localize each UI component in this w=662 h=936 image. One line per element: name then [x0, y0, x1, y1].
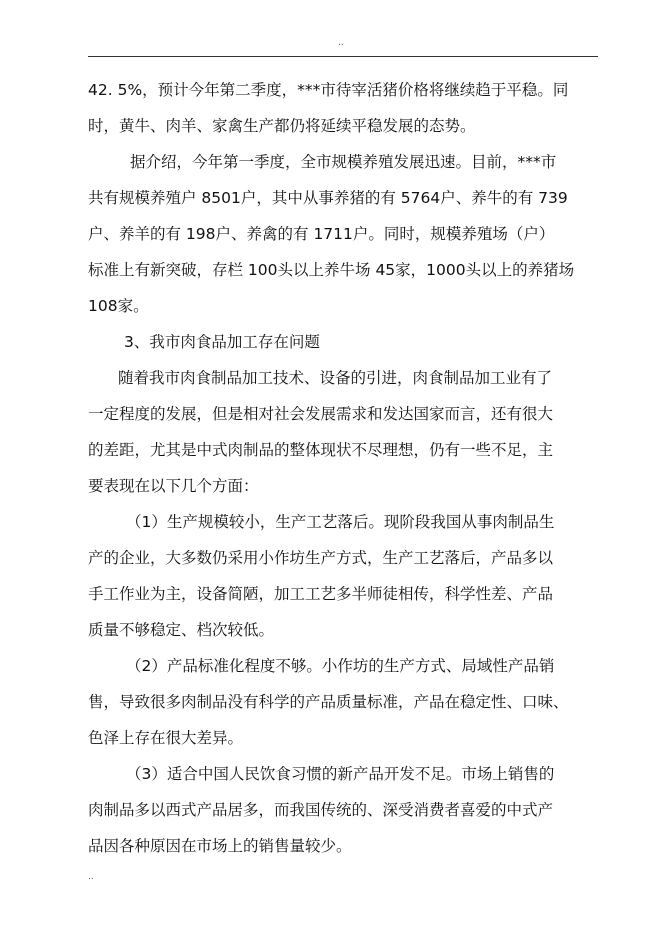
- header-rule: [88, 56, 598, 57]
- text-line: 时，黄牛、肉羊、家禽生产都仍将延续平稳发展的态势。: [88, 117, 476, 135]
- text-line: 产的企业，大多数仍采用小作坊生产方式，生产工艺落后，产品多以: [88, 549, 554, 567]
- text-line: 108家。: [88, 297, 149, 315]
- section-heading: 3、我市肉食品加工存在问题: [124, 333, 320, 351]
- text-line: （2）产品标准化程度不够。小作坊的生产方式、局域性产品销: [126, 657, 555, 675]
- document-body: [88, 72, 600, 864]
- footer-mark: ..: [88, 872, 94, 882]
- text-line: 要表现在以下几个方面：: [88, 477, 259, 495]
- header-mark: ..: [338, 38, 344, 48]
- text-line: 标准上有新突破，存栏 100头以上养牛场 45家，1000头以上的养猪场: [88, 261, 575, 279]
- text-line: 随着我市肉食制品加工技术、设备的引进，肉食制品加工业有了: [118, 369, 553, 387]
- text-line: 户、养羊的有 198户、养禽的有 1711户。同时，规模养殖场（户）: [88, 225, 555, 243]
- text-line: 售，导致很多肉制品没有科学的产品质量标准，产品在稳定性、口味、: [88, 693, 569, 711]
- text-line: 的差距，尤其是中式肉制品的整体现状不尽理想，仍有一些不足，主: [88, 441, 554, 459]
- text-line: （3）适合中国人民饮食习惯的新产品开发不足。市场上销售的: [126, 765, 555, 783]
- text-line: 品因各种原因在市场上的销售量较少。: [88, 837, 352, 855]
- text-line: 肉制品多以西式产品居多，而我国传统的、深受消费者喜爱的中式产: [88, 801, 554, 819]
- text-line: 42. 5%，预计今年第二季度，***市待宰活猪价格将继续趋于平稳。同: [88, 81, 569, 99]
- text-line: 色泽上存在很大差异。: [88, 729, 244, 747]
- text-line: 手工作业为主，设备简陋，加工工艺多半师徒相传，科学性差、产品: [88, 585, 554, 603]
- text-line: 据介绍，今年第一季度，全市规模养殖发展迅速。目前，***市: [130, 153, 557, 171]
- text-line: 共有规模养殖户 8501户，其中从事养猪的有 5764户、养牛的有 739: [88, 189, 568, 207]
- text-line: 质量不够稳定、档次较低。: [88, 621, 275, 639]
- text-line: （1）生产规模较小，生产工艺落后。现阶段我国从事肉制品生: [126, 513, 555, 531]
- text-line: 一定程度的发展，但是相对社会发展需求和发达国家而言，还有很大: [88, 405, 554, 423]
